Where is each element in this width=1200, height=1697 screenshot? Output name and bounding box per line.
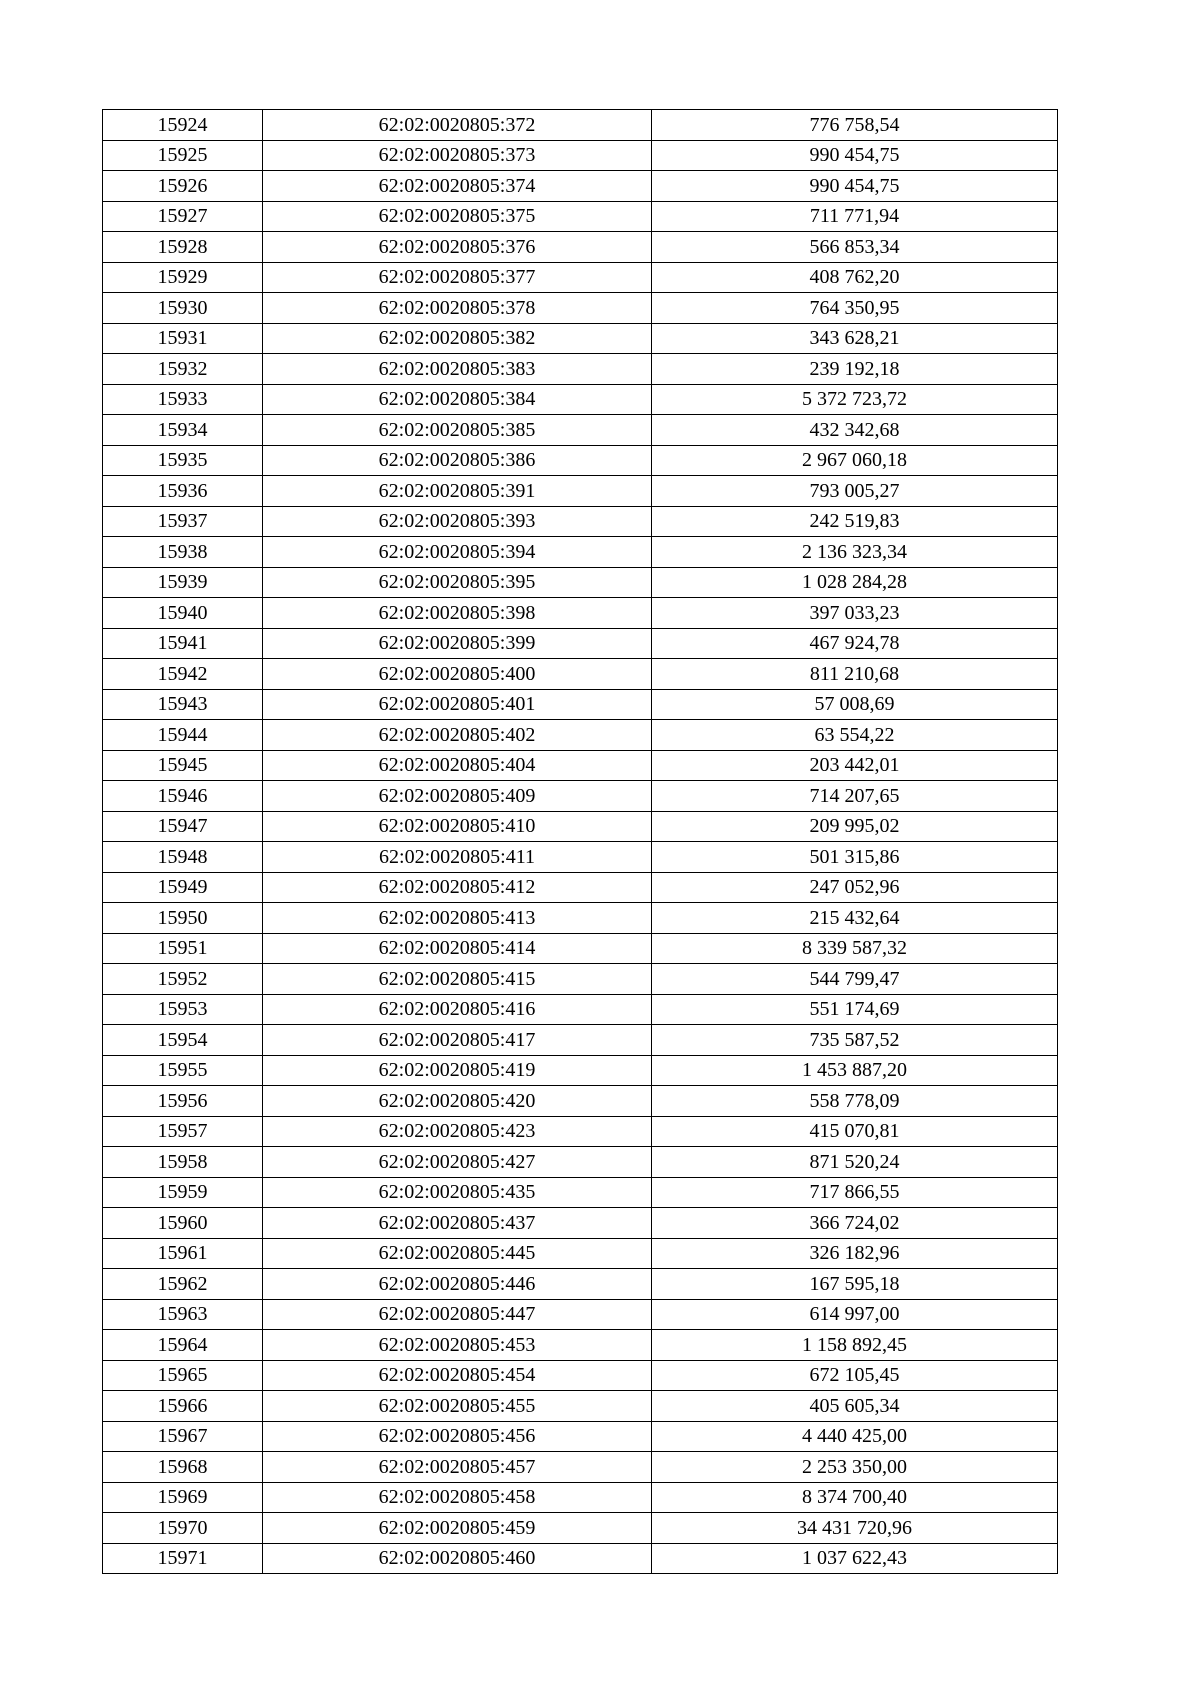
cadastral-number-cell: 62:02:0020805:382	[263, 323, 652, 354]
value-cell: 467 924,78	[652, 628, 1058, 659]
cadastral-number-cell: 62:02:0020805:373	[263, 140, 652, 171]
row-number-cell: 15957	[103, 1116, 263, 1147]
row-number-cell: 15944	[103, 720, 263, 751]
cadastral-number-cell: 62:02:0020805:423	[263, 1116, 652, 1147]
value-cell: 990 454,75	[652, 140, 1058, 171]
row-number-cell: 15943	[103, 689, 263, 720]
value-cell: 871 520,24	[652, 1147, 1058, 1178]
table-row	[103, 720, 1058, 751]
value-cell: 397 033,23	[652, 598, 1058, 629]
row-number-cell: 15928	[103, 232, 263, 263]
cadastral-number-cell: 62:02:0020805:417	[263, 1025, 652, 1056]
value-cell: 811 210,68	[652, 659, 1058, 690]
row-number-cell: 15956	[103, 1086, 263, 1117]
table-row	[103, 415, 1058, 446]
cadastral-number-cell: 62:02:0020805:453	[263, 1330, 652, 1361]
value-cell: 366 724,02	[652, 1208, 1058, 1239]
table-row	[103, 598, 1058, 629]
value-cell: 432 342,68	[652, 415, 1058, 446]
cadastral-number-cell: 62:02:0020805:409	[263, 781, 652, 812]
table-row	[103, 1360, 1058, 1391]
cadastral-number-cell: 62:02:0020805:458	[263, 1482, 652, 1513]
table-row	[103, 1269, 1058, 1300]
value-cell: 614 997,00	[652, 1299, 1058, 1330]
table-row	[103, 1055, 1058, 1086]
value-cell: 8 339 587,32	[652, 933, 1058, 964]
value-cell: 167 595,18	[652, 1269, 1058, 1300]
cadastral-number-cell: 62:02:0020805:427	[263, 1147, 652, 1178]
row-number-cell: 15962	[103, 1269, 263, 1300]
cadastral-number-cell: 62:02:0020805:455	[263, 1391, 652, 1422]
table-row	[103, 323, 1058, 354]
row-number-cell: 15949	[103, 872, 263, 903]
table-row	[103, 1543, 1058, 1574]
table-row	[103, 750, 1058, 781]
cadastral-number-cell: 62:02:0020805:420	[263, 1086, 652, 1117]
value-cell: 415 070,81	[652, 1116, 1058, 1147]
table-row	[103, 1391, 1058, 1422]
table-row	[103, 1482, 1058, 1513]
value-cell: 672 105,45	[652, 1360, 1058, 1391]
value-cell: 209 995,02	[652, 811, 1058, 842]
cadastral-number-cell: 62:02:0020805:416	[263, 994, 652, 1025]
cadastral-number-cell: 62:02:0020805:447	[263, 1299, 652, 1330]
row-number-cell: 15930	[103, 293, 263, 324]
table-row	[103, 1330, 1058, 1361]
table-row	[103, 1299, 1058, 1330]
row-number-cell: 15958	[103, 1147, 263, 1178]
value-cell: 566 853,34	[652, 232, 1058, 263]
table-row	[103, 293, 1058, 324]
value-cell: 711 771,94	[652, 201, 1058, 232]
value-cell: 544 799,47	[652, 964, 1058, 995]
table-row	[103, 994, 1058, 1025]
cadastral-number-cell: 62:02:0020805:457	[263, 1452, 652, 1483]
value-cell: 558 778,09	[652, 1086, 1058, 1117]
cadastral-number-cell: 62:02:0020805:386	[263, 445, 652, 476]
table-row	[103, 1086, 1058, 1117]
cadastral-number-cell: 62:02:0020805:372	[263, 110, 652, 141]
value-cell: 215 432,64	[652, 903, 1058, 934]
row-number-cell: 15924	[103, 110, 263, 141]
row-number-cell: 15965	[103, 1360, 263, 1391]
cadastral-number-cell: 62:02:0020805:401	[263, 689, 652, 720]
table-row	[103, 567, 1058, 598]
data-table	[102, 109, 1058, 1574]
cadastral-number-cell: 62:02:0020805:383	[263, 354, 652, 385]
row-number-cell: 15936	[103, 476, 263, 507]
table-body	[103, 110, 1058, 1574]
cadastral-number-cell: 62:02:0020805:413	[263, 903, 652, 934]
value-cell: 1 453 887,20	[652, 1055, 1058, 1086]
row-number-cell: 15950	[103, 903, 263, 934]
row-number-cell: 15947	[103, 811, 263, 842]
table-row	[103, 872, 1058, 903]
value-cell: 2 967 060,18	[652, 445, 1058, 476]
row-number-cell: 15937	[103, 506, 263, 537]
table-row	[103, 964, 1058, 995]
cadastral-number-cell: 62:02:0020805:402	[263, 720, 652, 751]
table-row	[103, 903, 1058, 934]
value-cell: 242 519,83	[652, 506, 1058, 537]
cadastral-number-cell: 62:02:0020805:411	[263, 842, 652, 873]
cadastral-number-cell: 62:02:0020805:412	[263, 872, 652, 903]
row-number-cell: 15931	[103, 323, 263, 354]
cadastral-number-cell: 62:02:0020805:414	[263, 933, 652, 964]
value-cell: 63 554,22	[652, 720, 1058, 751]
row-number-cell: 15940	[103, 598, 263, 629]
table-row	[103, 232, 1058, 263]
table-row	[103, 781, 1058, 812]
table-row	[103, 628, 1058, 659]
row-number-cell: 15954	[103, 1025, 263, 1056]
row-number-cell: 15941	[103, 628, 263, 659]
row-number-cell: 15964	[103, 1330, 263, 1361]
value-cell: 203 442,01	[652, 750, 1058, 781]
table-row	[103, 842, 1058, 873]
cadastral-number-cell: 62:02:0020805:398	[263, 598, 652, 629]
value-cell: 1 028 284,28	[652, 567, 1058, 598]
row-number-cell: 15971	[103, 1543, 263, 1574]
value-cell: 408 762,20	[652, 262, 1058, 293]
table-row	[103, 354, 1058, 385]
value-cell: 57 008,69	[652, 689, 1058, 720]
row-number-cell: 15951	[103, 933, 263, 964]
cadastral-number-cell: 62:02:0020805:393	[263, 506, 652, 537]
cadastral-number-cell: 62:02:0020805:410	[263, 811, 652, 842]
table-row	[103, 506, 1058, 537]
value-cell: 2 136 323,34	[652, 537, 1058, 568]
row-number-cell: 15966	[103, 1391, 263, 1422]
row-number-cell: 15959	[103, 1177, 263, 1208]
cadastral-number-cell: 62:02:0020805:454	[263, 1360, 652, 1391]
value-cell: 551 174,69	[652, 994, 1058, 1025]
table-row	[103, 1238, 1058, 1269]
row-number-cell: 15952	[103, 964, 263, 995]
table-row	[103, 262, 1058, 293]
cadastral-number-cell: 62:02:0020805:460	[263, 1543, 652, 1574]
table-row	[103, 933, 1058, 964]
value-cell: 1 158 892,45	[652, 1330, 1058, 1361]
table-row	[103, 1116, 1058, 1147]
cadastral-number-cell: 62:02:0020805:375	[263, 201, 652, 232]
cadastral-number-cell: 62:02:0020805:435	[263, 1177, 652, 1208]
table-row	[103, 1147, 1058, 1178]
value-cell: 5 372 723,72	[652, 384, 1058, 415]
cadastral-number-cell: 62:02:0020805:391	[263, 476, 652, 507]
cadastral-number-cell: 62:02:0020805:419	[263, 1055, 652, 1086]
row-number-cell: 15942	[103, 659, 263, 690]
row-number-cell: 15948	[103, 842, 263, 873]
table-row	[103, 1421, 1058, 1452]
cadastral-number-cell: 62:02:0020805:404	[263, 750, 652, 781]
cadastral-number-cell: 62:02:0020805:456	[263, 1421, 652, 1452]
value-cell: 764 350,95	[652, 293, 1058, 324]
cadastral-number-cell: 62:02:0020805:437	[263, 1208, 652, 1239]
cadastral-number-cell: 62:02:0020805:445	[263, 1238, 652, 1269]
row-number-cell: 15925	[103, 140, 263, 171]
table-row	[103, 1177, 1058, 1208]
table-row	[103, 811, 1058, 842]
row-number-cell: 15963	[103, 1299, 263, 1330]
value-cell: 326 182,96	[652, 1238, 1058, 1269]
row-number-cell: 15932	[103, 354, 263, 385]
table-row	[103, 1452, 1058, 1483]
value-cell: 717 866,55	[652, 1177, 1058, 1208]
value-cell: 405 605,34	[652, 1391, 1058, 1422]
cadastral-number-cell: 62:02:0020805:446	[263, 1269, 652, 1300]
row-number-cell: 15953	[103, 994, 263, 1025]
value-cell: 501 315,86	[652, 842, 1058, 873]
row-number-cell: 15927	[103, 201, 263, 232]
table-row	[103, 171, 1058, 202]
table-row	[103, 201, 1058, 232]
row-number-cell: 15946	[103, 781, 263, 812]
table-row	[103, 1025, 1058, 1056]
value-cell: 343 628,21	[652, 323, 1058, 354]
value-cell: 1 037 622,43	[652, 1543, 1058, 1574]
value-cell: 4 440 425,00	[652, 1421, 1058, 1452]
value-cell: 990 454,75	[652, 171, 1058, 202]
row-number-cell: 15968	[103, 1452, 263, 1483]
row-number-cell: 15969	[103, 1482, 263, 1513]
row-number-cell: 15970	[103, 1513, 263, 1544]
row-number-cell: 15933	[103, 384, 263, 415]
table-row	[103, 140, 1058, 171]
row-number-cell: 15939	[103, 567, 263, 598]
value-cell: 8 374 700,40	[652, 1482, 1058, 1513]
table-row	[103, 689, 1058, 720]
row-number-cell: 15967	[103, 1421, 263, 1452]
value-cell: 2 253 350,00	[652, 1452, 1058, 1483]
table-row	[103, 1208, 1058, 1239]
value-cell: 735 587,52	[652, 1025, 1058, 1056]
row-number-cell: 15938	[103, 537, 263, 568]
row-number-cell: 15935	[103, 445, 263, 476]
table-row	[103, 537, 1058, 568]
row-number-cell: 15934	[103, 415, 263, 446]
value-cell: 34 431 720,96	[652, 1513, 1058, 1544]
table-row	[103, 110, 1058, 141]
table-row	[103, 659, 1058, 690]
cadastral-number-cell: 62:02:0020805:378	[263, 293, 652, 324]
table-row	[103, 1513, 1058, 1544]
cadastral-number-cell: 62:02:0020805:374	[263, 171, 652, 202]
row-number-cell: 15945	[103, 750, 263, 781]
value-cell: 239 192,18	[652, 354, 1058, 385]
cadastral-number-cell: 62:02:0020805:385	[263, 415, 652, 446]
row-number-cell: 15955	[103, 1055, 263, 1086]
cadastral-number-cell: 62:02:0020805:376	[263, 232, 652, 263]
row-number-cell: 15960	[103, 1208, 263, 1239]
cadastral-number-cell: 62:02:0020805:384	[263, 384, 652, 415]
cadastral-number-cell: 62:02:0020805:415	[263, 964, 652, 995]
cadastral-number-cell: 62:02:0020805:394	[263, 537, 652, 568]
row-number-cell: 15929	[103, 262, 263, 293]
table-row	[103, 384, 1058, 415]
cadastral-number-cell: 62:02:0020805:399	[263, 628, 652, 659]
table-row	[103, 445, 1058, 476]
value-cell: 247 052,96	[652, 872, 1058, 903]
cadastral-number-cell: 62:02:0020805:459	[263, 1513, 652, 1544]
value-cell: 793 005,27	[652, 476, 1058, 507]
row-number-cell: 15926	[103, 171, 263, 202]
cadastral-number-cell: 62:02:0020805:377	[263, 262, 652, 293]
cadastral-number-cell: 62:02:0020805:395	[263, 567, 652, 598]
cadastral-number-cell: 62:02:0020805:400	[263, 659, 652, 690]
table-row	[103, 476, 1058, 507]
value-cell: 714 207,65	[652, 781, 1058, 812]
value-cell: 776 758,54	[652, 110, 1058, 141]
row-number-cell: 15961	[103, 1238, 263, 1269]
